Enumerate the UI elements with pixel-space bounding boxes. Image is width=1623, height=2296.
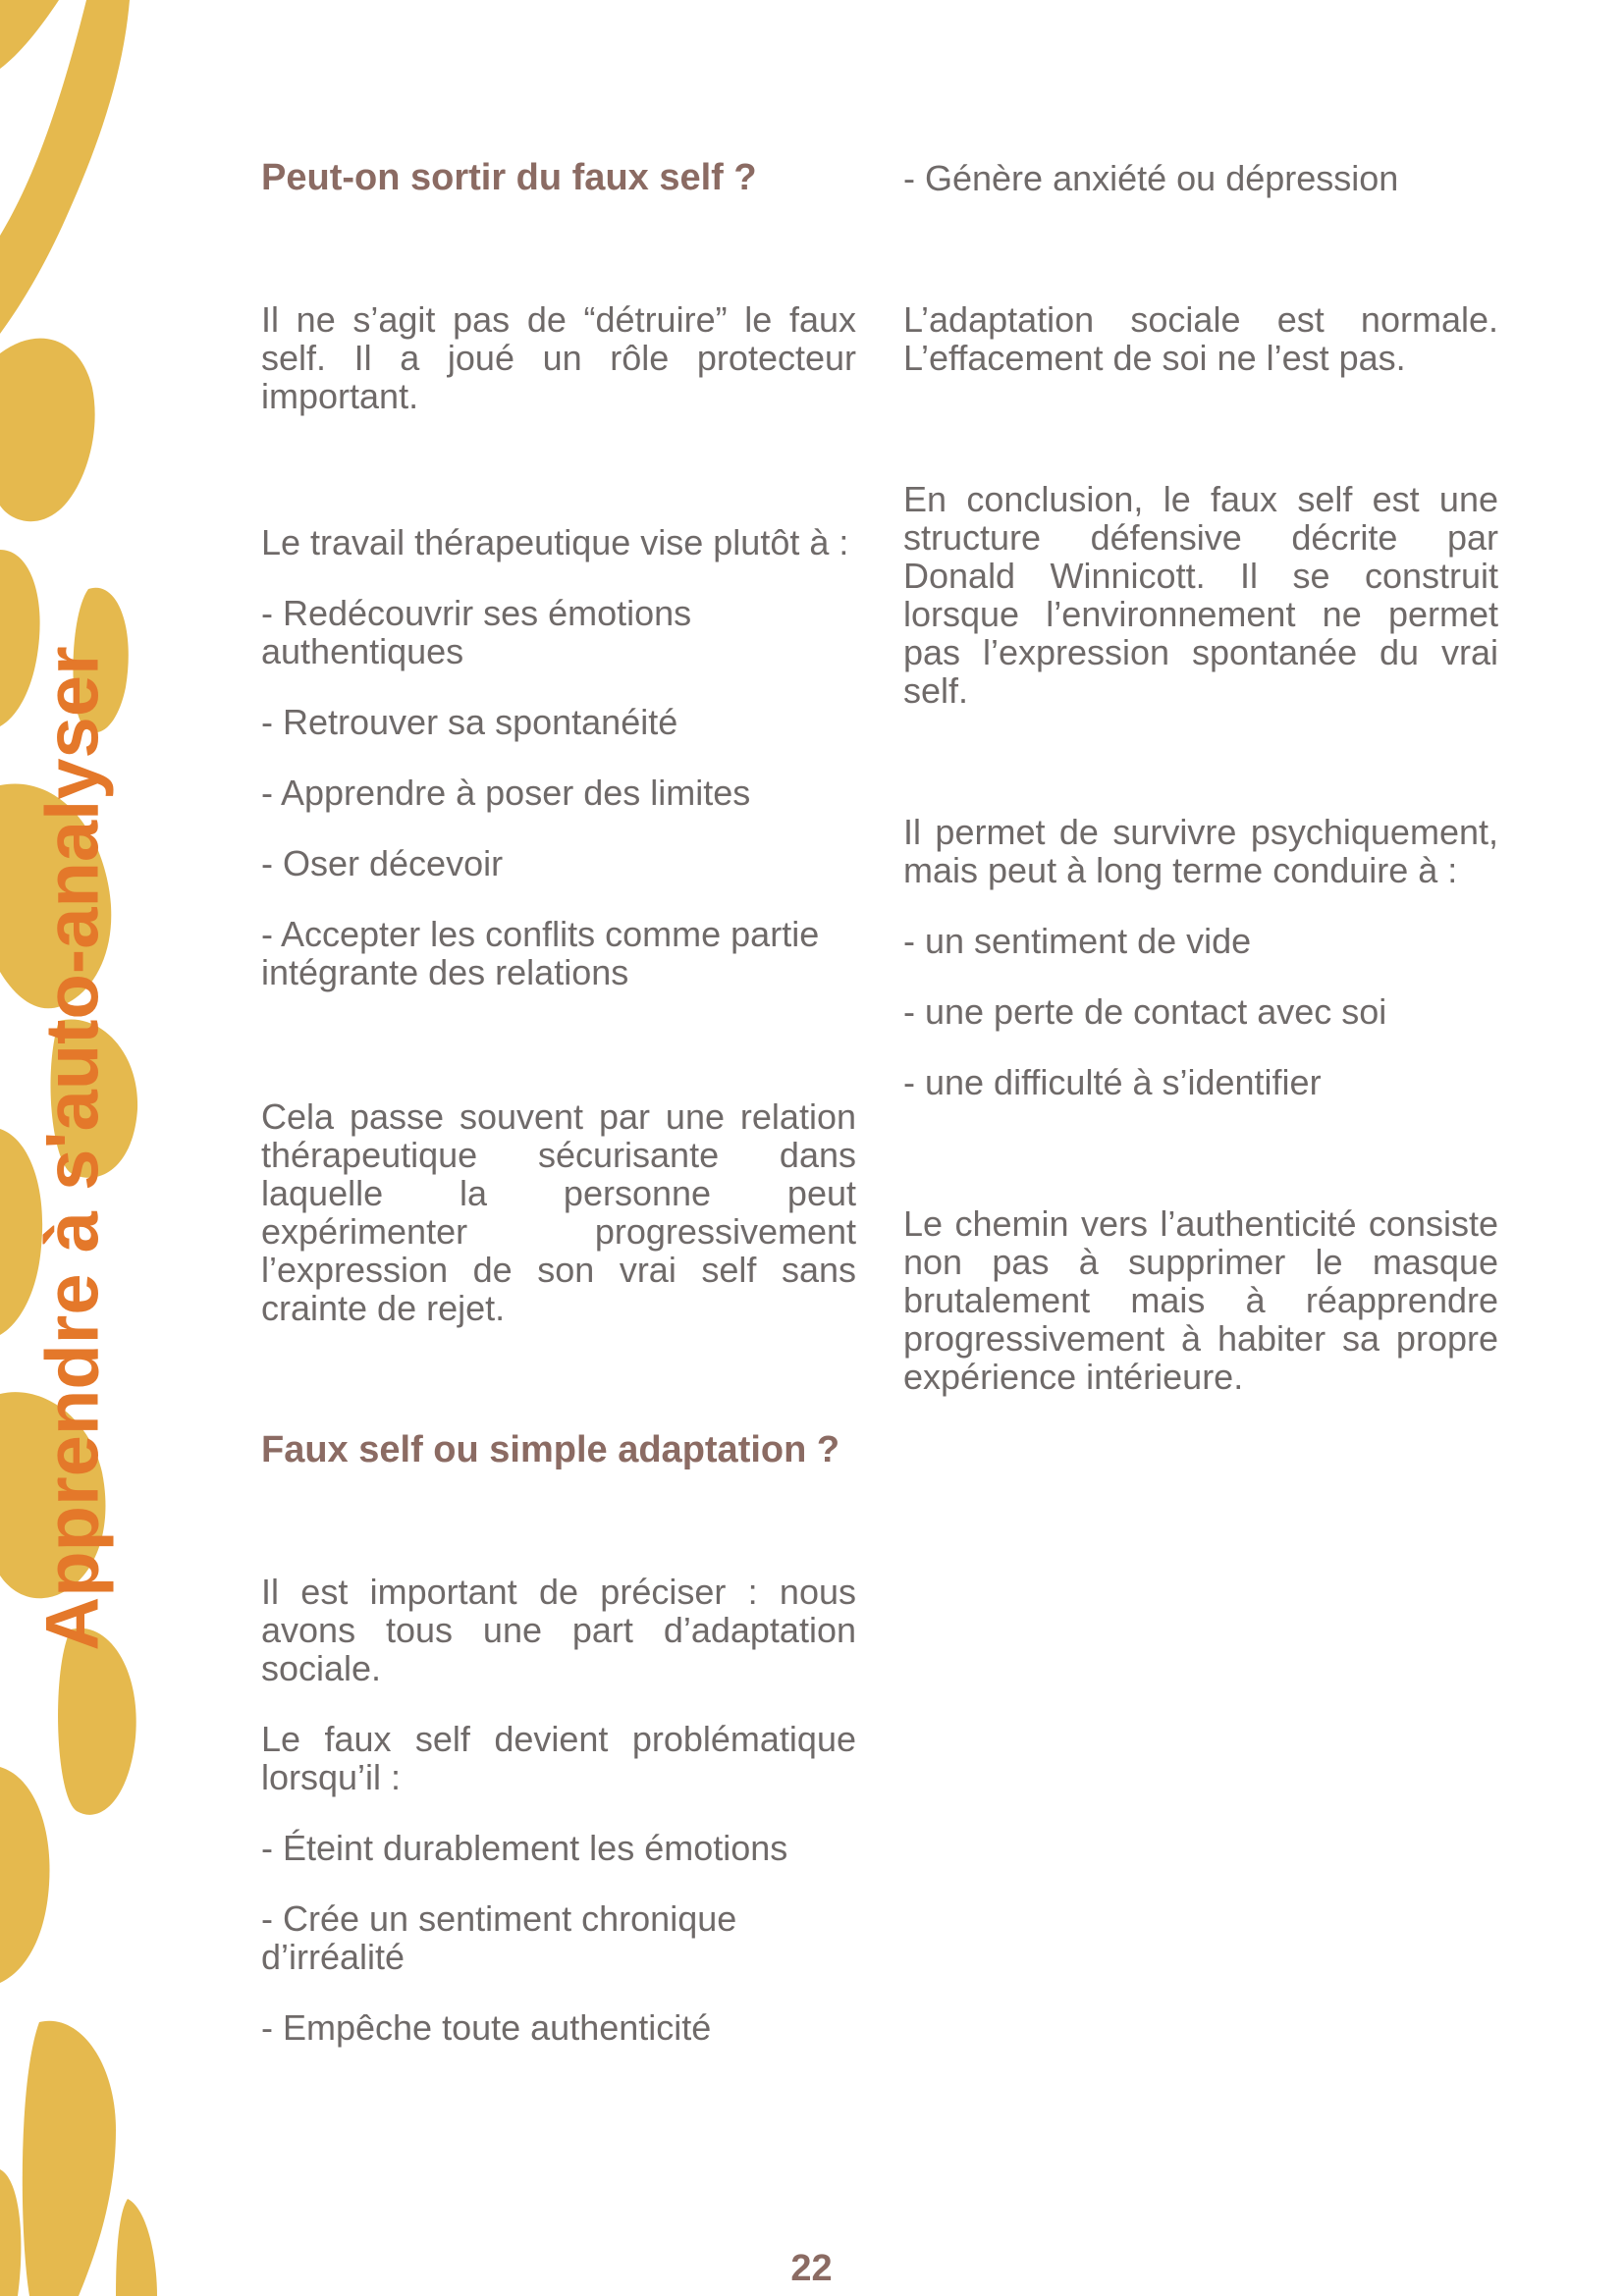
paragraph: Cela passe souvent par une relation thérapeutique sécurisante dans laquelle la personne peut expérimenter progressivement l’expression de son vrai self sans crainte de rejet. bbox=[261, 1096, 856, 1328]
paragraph: Le chemin vers l’authenticité consiste non pas à supprimer le masque brutalement mais à réapprendre progressivement à habiter sa propre expérience intérieure. bbox=[903, 1203, 1498, 1397]
list-item: - une perte de contact avec soi bbox=[903, 991, 1387, 1032]
paragraph: L’adaptation sociale est normale. L’effacement de soi ne l’est pas. bbox=[903, 299, 1498, 378]
paragraph: Il est important de préciser : nous avons tous une part d’adaptation sociale. bbox=[261, 1572, 856, 1688]
paragraph: Il ne s’agit pas de “détruire” le faux self. Il a joué un rôle protecteur important. bbox=[261, 299, 856, 416]
paragraph: Le travail thérapeutique vise plutôt à : bbox=[261, 522, 849, 562]
list-item: - Crée un sentiment chronique d’irréalité bbox=[261, 1898, 737, 1977]
list-item: - Empêche toute authenticité bbox=[261, 2007, 712, 2048]
section-heading: Peut-on sortir du faux self ? bbox=[261, 157, 757, 198]
list-item: - Accepter les conflits comme partie intégrante des relations bbox=[261, 914, 820, 992]
right-column bbox=[903, 159, 1498, 1396]
list-item: - Éteint durablement les émotions bbox=[261, 1828, 788, 1868]
list-item: - Génère anxiété ou dépression bbox=[903, 158, 1399, 198]
section-heading: Faux self ou simple adaptation ? bbox=[261, 1429, 840, 1470]
left-column bbox=[261, 159, 856, 2047]
list-item: - un sentiment de vide bbox=[903, 921, 1252, 961]
paragraph: En conclusion, le faux self est une structure défensive décrite par Donald Winnicott. Il se construit lorsque l’environnement ne permet pas l’expression spontanée du vrai self. bbox=[903, 479, 1498, 711]
paragraph: Le faux self devient problématique lorsqu’il : bbox=[261, 1719, 856, 1797]
list-item: - Retrouver sa spontanéité bbox=[261, 702, 678, 742]
side-title: Apprendre à s'auto-analyser bbox=[30, 646, 115, 1651]
list-item: - Oser décevoir bbox=[261, 843, 504, 883]
page-number: 22 bbox=[790, 2248, 833, 2289]
paragraph: Il permet de survivre psychiquement, mais peut à long terme conduire à : bbox=[903, 812, 1498, 890]
list-item: - une difficulté à s’identifier bbox=[903, 1062, 1322, 1102]
list-item: - Redécouvrir ses émotions authentiques bbox=[261, 593, 692, 671]
list-item: - Apprendre à poser des limites bbox=[261, 773, 751, 813]
